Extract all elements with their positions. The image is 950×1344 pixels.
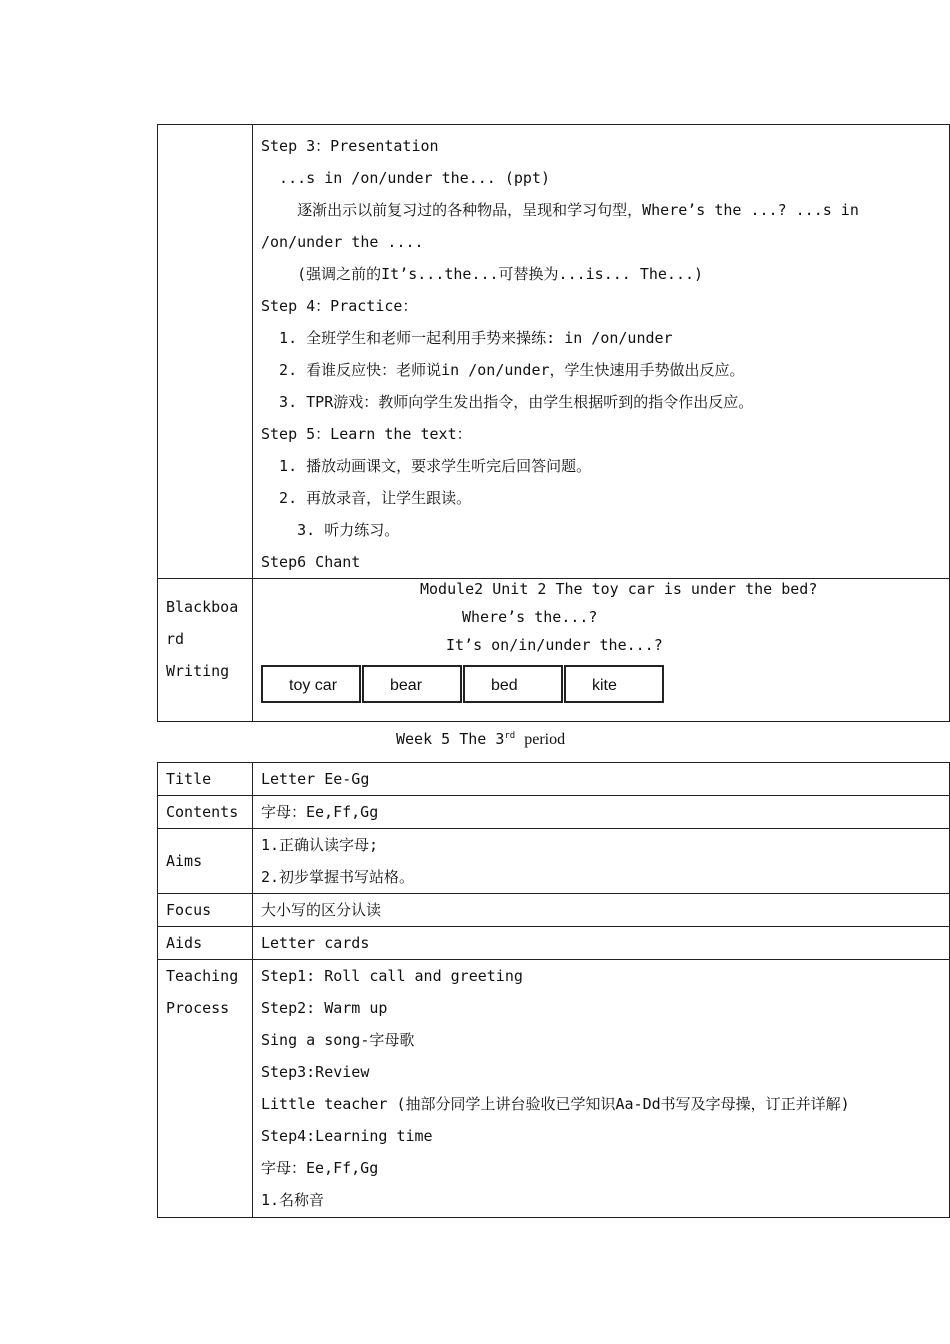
blackboard-label: Blackboa bbox=[166, 598, 239, 616]
step-line: ...s in /on/under the... (ppt) bbox=[261, 169, 550, 187]
process-line: Sing a song-字母歌 bbox=[261, 1031, 415, 1049]
title-label-cell bbox=[158, 763, 253, 796]
process-line: Step4:Learning time bbox=[261, 1127, 433, 1145]
lesson-plan-table-2 bbox=[157, 762, 950, 1218]
aids-label-cell bbox=[158, 927, 253, 960]
process-line: 字母：Ee,Ff,Gg bbox=[261, 1159, 379, 1177]
word-card: toy car bbox=[261, 665, 361, 703]
caption-sup: rd bbox=[504, 731, 516, 741]
aims-label: Aims bbox=[166, 852, 203, 870]
process-value-cell bbox=[253, 960, 950, 1218]
contents-value-cell bbox=[253, 796, 950, 829]
title-value: Letter Ee-Gg bbox=[261, 770, 370, 788]
period-caption bbox=[396, 730, 565, 749]
steps-cell bbox=[253, 125, 950, 579]
focus-value: 大小写的区分认读 bbox=[261, 901, 382, 919]
process-line: Step3:Review bbox=[261, 1063, 370, 1081]
step-line: 1. 全班学生和老师一起利用手势来操练: in /on/under bbox=[261, 329, 673, 347]
step-line: /on/under the .... bbox=[261, 233, 424, 251]
caption-suffix: period bbox=[524, 731, 566, 748]
step-line: Step6 Chant bbox=[261, 553, 361, 571]
step-line: Step 3：Presentation bbox=[261, 137, 439, 155]
process-label: Process bbox=[166, 999, 230, 1017]
word-card: bed bbox=[463, 665, 563, 703]
aims-label-cell bbox=[158, 829, 253, 894]
board-title: Module2 Unit 2 The toy car is under the bed? bbox=[420, 580, 818, 598]
aims-item: 1.正确认读字母; bbox=[261, 836, 379, 854]
blackboard-label-cell bbox=[158, 579, 253, 722]
aids-label: Aids bbox=[166, 934, 203, 952]
step-line: 3. 听力练习。 bbox=[261, 521, 400, 539]
aims-value-cell bbox=[253, 829, 950, 894]
step-line: 2. 看谁反应快：老师说in /on/under，学生快速用手势做出反应。 bbox=[261, 361, 745, 379]
caption-prefix: Week 5 The 3 bbox=[396, 730, 505, 748]
step-line: 逐渐出示以前复习过的各种物品，呈现和学习句型，Where’s the ...? ...s in bbox=[261, 201, 859, 219]
step-line: 1. 播放动画课文，要求学生听完后回答问题。 bbox=[261, 457, 592, 475]
process-line: Step2: Warm up bbox=[261, 999, 388, 1017]
board-question: Where’s the...? bbox=[462, 608, 598, 626]
blackboard-cell bbox=[253, 579, 950, 722]
process-line: Step1: Roll call and greeting bbox=[261, 967, 523, 985]
blackboard-label: Writing bbox=[166, 662, 230, 680]
contents-label-cell bbox=[158, 796, 253, 829]
contents-label: Contents bbox=[166, 803, 239, 821]
process-label-cell bbox=[158, 960, 253, 1218]
step-line: 2. 再放录音，让学生跟读。 bbox=[261, 489, 472, 507]
process-line: Little teacher (抽部分同学上讲台验收已学知识Aa-Dd书写及字母操，订正并详解) bbox=[261, 1095, 850, 1113]
blackboard-label: rd bbox=[166, 630, 185, 648]
aids-value-cell bbox=[253, 927, 950, 960]
step-line: Step 4：Practice： bbox=[261, 297, 418, 315]
board-answer: It’s on/in/under the...? bbox=[446, 636, 663, 654]
process-line: 1.名称音 bbox=[261, 1191, 325, 1209]
contents-value: 字母：Ee,Ff,Gg bbox=[261, 803, 379, 821]
focus-value-cell bbox=[253, 894, 950, 927]
title-value-cell bbox=[253, 763, 950, 796]
title-label: Title bbox=[166, 770, 212, 788]
focus-label-cell bbox=[158, 894, 253, 927]
word-card: kite bbox=[564, 665, 664, 703]
empty-label-cell bbox=[158, 125, 253, 579]
step-line: 3. TPR游戏：教师向学生发出指令，由学生根据听到的指令作出反应。 bbox=[261, 393, 754, 411]
lesson-plan-table-1 bbox=[157, 124, 950, 722]
focus-label: Focus bbox=[166, 901, 212, 919]
aims-item: 2.初步掌握书写站格。 bbox=[261, 868, 415, 886]
word-cards bbox=[261, 665, 949, 703]
process-label: Teaching bbox=[166, 967, 239, 985]
step-line: (强调之前的It’s...the...可替换为...is... The...) bbox=[261, 265, 704, 283]
aids-value: Letter cards bbox=[261, 934, 370, 952]
step-line: Step 5：Learn the text： bbox=[261, 425, 472, 443]
word-card: bear bbox=[362, 665, 462, 703]
